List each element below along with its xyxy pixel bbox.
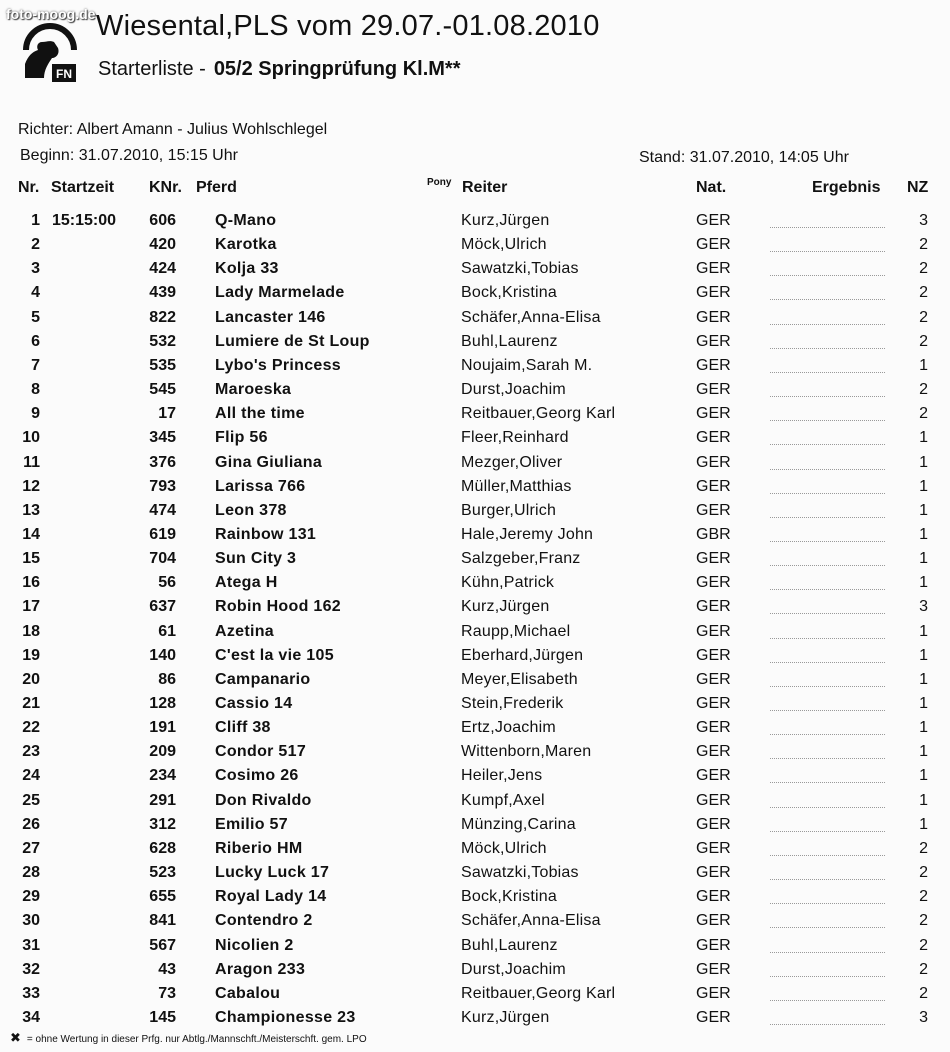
nz-value: 2 <box>919 284 928 301</box>
start-number: 9 <box>31 405 40 422</box>
horse-name: Lybo's Princess <box>215 357 341 374</box>
nation: GER <box>696 719 731 736</box>
rider-name: Hale,Jeremy John <box>461 526 594 543</box>
column-header-nat: Nat. <box>696 179 727 196</box>
nz-value: 2 <box>919 888 928 905</box>
result-field <box>770 1024 885 1025</box>
result-field <box>770 710 885 711</box>
rider-name: Burger,Ulrich <box>461 502 557 519</box>
result-field <box>770 1000 885 1001</box>
nation: GBR <box>696 526 731 543</box>
watermark: foto-moog.de <box>6 6 96 22</box>
head-number: 128 <box>149 695 176 712</box>
horse-name: Sun City 3 <box>215 550 297 567</box>
nation: GER <box>696 743 731 760</box>
head-number: 841 <box>149 912 176 929</box>
start-number: 18 <box>22 623 40 640</box>
head-number: 73 <box>158 985 176 1002</box>
horse-name: Championesse 23 <box>215 1009 356 1026</box>
nz-value: 1 <box>919 429 928 446</box>
nation: GER <box>696 284 731 301</box>
table-row <box>0 864 950 888</box>
horse-name: Nicolien 2 <box>215 937 294 954</box>
nation: GER <box>696 429 731 446</box>
rider-name: Stein,Frederik <box>461 695 564 712</box>
nation: GER <box>696 816 731 833</box>
head-number: 376 <box>149 454 176 471</box>
start-number: 34 <box>22 1009 40 1026</box>
head-number: 535 <box>149 357 176 374</box>
rider-name: Möck,Ulrich <box>461 236 547 253</box>
head-number: 619 <box>149 526 176 543</box>
rider-name: Reitbauer,Georg Karl <box>461 405 616 422</box>
table-row <box>0 405 950 429</box>
horse-name: Maroeska <box>215 381 292 398</box>
begin-time: Beginn: 31.07.2010, 15:15 Uhr <box>20 147 238 164</box>
excluded-symbol-icon: ✖ <box>10 1030 21 1045</box>
nz-value: 1 <box>919 816 928 833</box>
table-row <box>0 816 950 840</box>
horse-name: Flip 56 <box>215 429 268 446</box>
start-number: 28 <box>22 864 40 881</box>
table-row <box>0 671 950 695</box>
head-number: 191 <box>149 719 176 736</box>
rider-name: Kumpf,Axel <box>461 792 545 809</box>
start-number: 20 <box>22 671 40 688</box>
result-field <box>770 227 885 228</box>
nz-value: 1 <box>919 478 928 495</box>
start-number: 30 <box>22 912 40 929</box>
nz-value: 2 <box>919 937 928 954</box>
table-row <box>0 381 950 405</box>
head-number: 345 <box>149 429 176 446</box>
start-number: 2 <box>31 236 40 253</box>
start-number: 19 <box>22 647 40 664</box>
table-row <box>0 647 950 671</box>
horse-name: Lady Marmelade <box>215 284 345 301</box>
nz-value: 3 <box>919 598 928 615</box>
nz-value: 1 <box>919 695 928 712</box>
table-row <box>0 767 950 791</box>
result-field <box>770 275 885 276</box>
head-number: 140 <box>149 647 176 664</box>
table-row <box>0 454 950 478</box>
horse-name: Aragon 233 <box>215 961 306 978</box>
nz-value: 1 <box>919 357 928 374</box>
nation: GER <box>696 767 731 784</box>
nz-value: 1 <box>919 767 928 784</box>
rider-name: Müller,Matthias <box>461 478 572 495</box>
rider-name: Reitbauer,Georg Karl <box>461 985 616 1002</box>
head-number: 312 <box>149 816 176 833</box>
nz-value: 2 <box>919 961 928 978</box>
result-field <box>770 662 885 663</box>
head-number: 209 <box>149 743 176 760</box>
result-field <box>770 420 885 421</box>
nation: GER <box>696 357 731 374</box>
start-number: 12 <box>22 478 40 495</box>
nation: GER <box>696 985 731 1002</box>
rider-name: Kühn,Patrick <box>461 574 555 591</box>
nation: GER <box>696 961 731 978</box>
column-header-pferd: Pferd <box>196 179 237 196</box>
column-header-nr: Nr. <box>18 179 40 196</box>
rider-name: Meyer,Elisabeth <box>461 671 578 688</box>
result-field <box>770 686 885 687</box>
head-number: 606 <box>149 212 176 229</box>
result-field <box>770 758 885 759</box>
start-number: 10 <box>22 429 40 446</box>
start-number: 1 <box>31 212 40 229</box>
horse-name: Q-Mano <box>215 212 277 229</box>
nation: GER <box>696 840 731 857</box>
nz-value: 2 <box>919 985 928 1002</box>
start-number: 22 <box>22 719 40 736</box>
table-row <box>0 961 950 985</box>
horse-name: Rainbow 131 <box>215 526 317 543</box>
table-row <box>0 550 950 574</box>
head-number: 628 <box>149 840 176 857</box>
table-row <box>0 719 950 743</box>
start-time: 15:15:00 <box>52 212 117 229</box>
head-number: 420 <box>149 236 176 253</box>
column-header-ergebnis: Ergebnis <box>812 179 881 196</box>
horse-name: Cosimo 26 <box>215 767 299 784</box>
start-number: 25 <box>22 792 40 809</box>
horse-name: C'est la vie 105 <box>215 647 334 664</box>
table-row <box>0 429 950 453</box>
nz-value: 1 <box>919 743 928 760</box>
nation: GER <box>696 502 731 519</box>
rider-name: Buhl,Laurenz <box>461 333 558 350</box>
start-number: 13 <box>22 502 40 519</box>
table-row <box>0 236 950 260</box>
start-number: 31 <box>22 937 40 954</box>
rider-name: Mezger,Oliver <box>461 454 563 471</box>
nation: GER <box>696 260 731 277</box>
head-number: 43 <box>158 961 176 978</box>
horse-name: Contendro 2 <box>215 912 313 929</box>
horse-head-logo <box>22 20 78 82</box>
result-field <box>770 348 885 349</box>
result-field <box>770 734 885 735</box>
start-number: 11 <box>23 454 40 471</box>
horse-name: Cabalou <box>215 985 281 1002</box>
result-field <box>770 251 885 252</box>
table-row <box>0 743 950 767</box>
nation: GER <box>696 598 731 615</box>
nation: GER <box>696 405 731 422</box>
nz-value: 2 <box>919 864 928 881</box>
start-number: 7 <box>31 357 40 374</box>
table-row <box>0 598 950 622</box>
start-number: 33 <box>22 985 40 1002</box>
result-field <box>770 903 885 904</box>
table-row <box>0 502 950 526</box>
nation: GER <box>696 550 731 567</box>
result-field <box>770 638 885 639</box>
table-row <box>0 357 950 381</box>
result-field <box>770 831 885 832</box>
rider-name: Kurz,Jürgen <box>461 598 550 615</box>
nz-value: 1 <box>919 719 928 736</box>
page-title: Wiesental,PLS vom 29.07.-01.08.2010 <box>96 10 600 42</box>
rider-name: Schäfer,Anna-Elisa <box>461 309 601 326</box>
nation: GER <box>696 912 731 929</box>
nz-value: 2 <box>919 912 928 929</box>
horse-name: Azetina <box>215 623 274 640</box>
result-field <box>770 927 885 928</box>
rider-name: Wittenborn,Maren <box>461 743 592 760</box>
head-number: 424 <box>149 260 176 277</box>
nz-value: 2 <box>919 840 928 857</box>
horse-name: Don Rivaldo <box>215 792 312 809</box>
head-number: 793 <box>149 478 176 495</box>
start-number: 32 <box>22 961 40 978</box>
nation: GER <box>696 212 731 229</box>
table-row <box>0 526 950 550</box>
start-number: 3 <box>31 260 40 277</box>
result-field <box>770 469 885 470</box>
result-field <box>770 493 885 494</box>
rider-name: Raupp,Michael <box>461 623 571 640</box>
nz-value: 2 <box>919 309 928 326</box>
table-row <box>0 792 950 816</box>
rider-name: Schäfer,Anna-Elisa <box>461 912 601 929</box>
page-subtitle <box>98 58 461 81</box>
nation: GER <box>696 671 731 688</box>
result-field <box>770 952 885 953</box>
nation: GER <box>696 792 731 809</box>
rider-name: Buhl,Laurenz <box>461 937 558 954</box>
result-field <box>770 613 885 614</box>
rider-name: Salzgeber,Franz <box>461 550 581 567</box>
nation: GER <box>696 623 731 640</box>
horse-name: Lucky Luck 17 <box>215 864 330 881</box>
head-number: 523 <box>149 864 176 881</box>
table-row <box>0 623 950 647</box>
result-field <box>770 565 885 566</box>
head-number: 439 <box>149 284 176 301</box>
start-number: 27 <box>22 840 40 857</box>
rider-name: Durst,Joachim <box>461 381 566 398</box>
nation: GER <box>696 236 731 253</box>
horse-name: Cassio 14 <box>215 695 293 712</box>
start-number: 24 <box>22 767 40 784</box>
table-row <box>0 888 950 912</box>
start-number: 26 <box>22 816 40 833</box>
start-number: 4 <box>31 284 40 301</box>
column-header-reiter: Reiter <box>462 179 508 196</box>
nz-value: 1 <box>919 526 928 543</box>
nz-value: 1 <box>919 574 928 591</box>
horse-name: Kolja 33 <box>215 260 279 277</box>
horse-name: Larissa 766 <box>215 478 306 495</box>
table-row <box>0 695 950 719</box>
table-row <box>0 260 950 284</box>
nation: GER <box>696 864 731 881</box>
rider-name: Heiler,Jens <box>461 767 543 784</box>
nation: GER <box>696 381 731 398</box>
nation: GER <box>696 574 731 591</box>
result-field <box>770 396 885 397</box>
horse-name: Condor 517 <box>215 743 307 760</box>
horse-name: Karotka <box>215 236 277 253</box>
nation: GER <box>696 888 731 905</box>
footnote-text: = ohne Wertung in dieser Prfg. nur Abtlg./Mannschft./Meisterschft. gem. LPO <box>26 1034 367 1045</box>
horse-name: Atega H <box>215 574 278 591</box>
rider-name: Ertz,Joachim <box>461 719 556 736</box>
head-number: 86 <box>158 671 176 688</box>
nz-value: 2 <box>919 381 928 398</box>
result-field <box>770 782 885 783</box>
judges-line: Richter: Albert Amann - Julius Wohlschlegel <box>18 121 328 138</box>
nation: GER <box>696 1009 731 1026</box>
nz-value: 2 <box>919 333 928 350</box>
head-number: 637 <box>149 598 176 615</box>
start-number: 6 <box>31 333 40 350</box>
head-number: 532 <box>149 333 176 350</box>
horse-name: Riberio HM <box>215 840 303 857</box>
head-number: 474 <box>149 502 176 519</box>
nz-value: 2 <box>919 405 928 422</box>
column-header-startzeit: Startzeit <box>51 179 115 196</box>
subtitle-prefix: Starterliste - <box>98 58 206 80</box>
horse-name: Royal Lady 14 <box>215 888 327 905</box>
result-field <box>770 855 885 856</box>
competition-name: 05/2 Springprüfung Kl.M** <box>213 58 461 80</box>
nz-value: 3 <box>919 1009 928 1026</box>
horse-name: Robin Hood 162 <box>215 598 341 615</box>
head-number: 822 <box>149 309 176 326</box>
horse-name: Emilio 57 <box>215 816 288 833</box>
head-number: 234 <box>149 767 176 784</box>
head-number: 704 <box>149 550 176 567</box>
start-number: 5 <box>31 309 40 326</box>
logo-text: FN <box>56 67 72 81</box>
rider-name: Fleer,Reinhard <box>461 429 569 446</box>
rider-name: Möck,Ulrich <box>461 840 547 857</box>
rider-name: Durst,Joachim <box>461 961 566 978</box>
start-number: 15 <box>22 550 40 567</box>
nation: GER <box>696 454 731 471</box>
rider-name: Sawatzki,Tobias <box>461 864 579 881</box>
horse-name: Cliff 38 <box>215 719 271 736</box>
rider-name: Bock,Kristina <box>461 284 557 301</box>
result-field <box>770 807 885 808</box>
result-field <box>770 372 885 373</box>
horse-name: Lumiere de St Loup <box>215 333 370 350</box>
result-field <box>770 517 885 518</box>
result-field <box>770 324 885 325</box>
rider-name: Kurz,Jürgen <box>461 212 550 229</box>
table-row <box>0 985 950 1009</box>
horse-name: Gina Giuliana <box>215 454 323 471</box>
head-number: 56 <box>158 574 176 591</box>
head-number: 291 <box>149 792 176 809</box>
nz-value: 1 <box>919 454 928 471</box>
nz-value: 1 <box>919 647 928 664</box>
rider-name: Münzing,Carina <box>461 816 576 833</box>
nz-value: 1 <box>919 550 928 567</box>
table-row <box>0 478 950 502</box>
start-number: 29 <box>22 888 40 905</box>
horse-name: All the time <box>215 405 305 422</box>
horse-name: Leon 378 <box>215 502 287 519</box>
head-number: 17 <box>158 405 176 422</box>
nz-value: 1 <box>919 792 928 809</box>
head-number: 655 <box>149 888 176 905</box>
column-header-nz: NZ <box>907 179 929 196</box>
start-number: 21 <box>22 695 40 712</box>
result-field <box>770 589 885 590</box>
table-row <box>0 333 950 357</box>
result-field <box>770 879 885 880</box>
table-row <box>0 309 950 333</box>
nz-value: 1 <box>919 502 928 519</box>
nation: GER <box>696 333 731 350</box>
rider-name: Sawatzki,Tobias <box>461 260 579 277</box>
horse-name: Lancaster 146 <box>215 309 326 326</box>
result-field <box>770 299 885 300</box>
stand-time: Stand: 31.07.2010, 14:05 Uhr <box>639 149 849 166</box>
rider-name: Kurz,Jürgen <box>461 1009 550 1026</box>
table-row <box>0 840 950 864</box>
start-number: 16 <box>22 574 40 591</box>
table-row <box>0 284 950 308</box>
nz-value: 1 <box>919 671 928 688</box>
table-row <box>0 574 950 598</box>
rider-name: Bock,Kristina <box>461 888 557 905</box>
column-header-knr: KNr. <box>149 179 182 196</box>
result-field <box>770 976 885 977</box>
result-field <box>770 444 885 445</box>
start-number: 23 <box>22 743 40 760</box>
nation: GER <box>696 937 731 954</box>
footnote <box>10 1030 367 1046</box>
nation: GER <box>696 695 731 712</box>
nz-value: 2 <box>919 236 928 253</box>
nation: GER <box>696 478 731 495</box>
nz-value: 3 <box>919 212 928 229</box>
nz-value: 2 <box>919 260 928 277</box>
head-number: 61 <box>158 623 176 640</box>
head-number: 145 <box>149 1009 176 1026</box>
horse-name: Campanario <box>215 671 311 688</box>
start-number: 8 <box>31 381 40 398</box>
table-row <box>0 212 950 236</box>
column-header-pony: Pony <box>427 177 452 188</box>
head-number: 567 <box>149 937 176 954</box>
nation: GER <box>696 309 731 326</box>
rider-name: Eberhard,Jürgen <box>461 647 584 664</box>
nz-value: 1 <box>919 623 928 640</box>
table-row <box>0 912 950 936</box>
start-number: 17 <box>22 598 40 615</box>
head-number: 545 <box>149 381 176 398</box>
nation: GER <box>696 647 731 664</box>
table-row <box>0 937 950 961</box>
start-number: 14 <box>22 526 40 543</box>
rider-name: Noujaim,Sarah M. <box>461 357 593 374</box>
result-field <box>770 541 885 542</box>
